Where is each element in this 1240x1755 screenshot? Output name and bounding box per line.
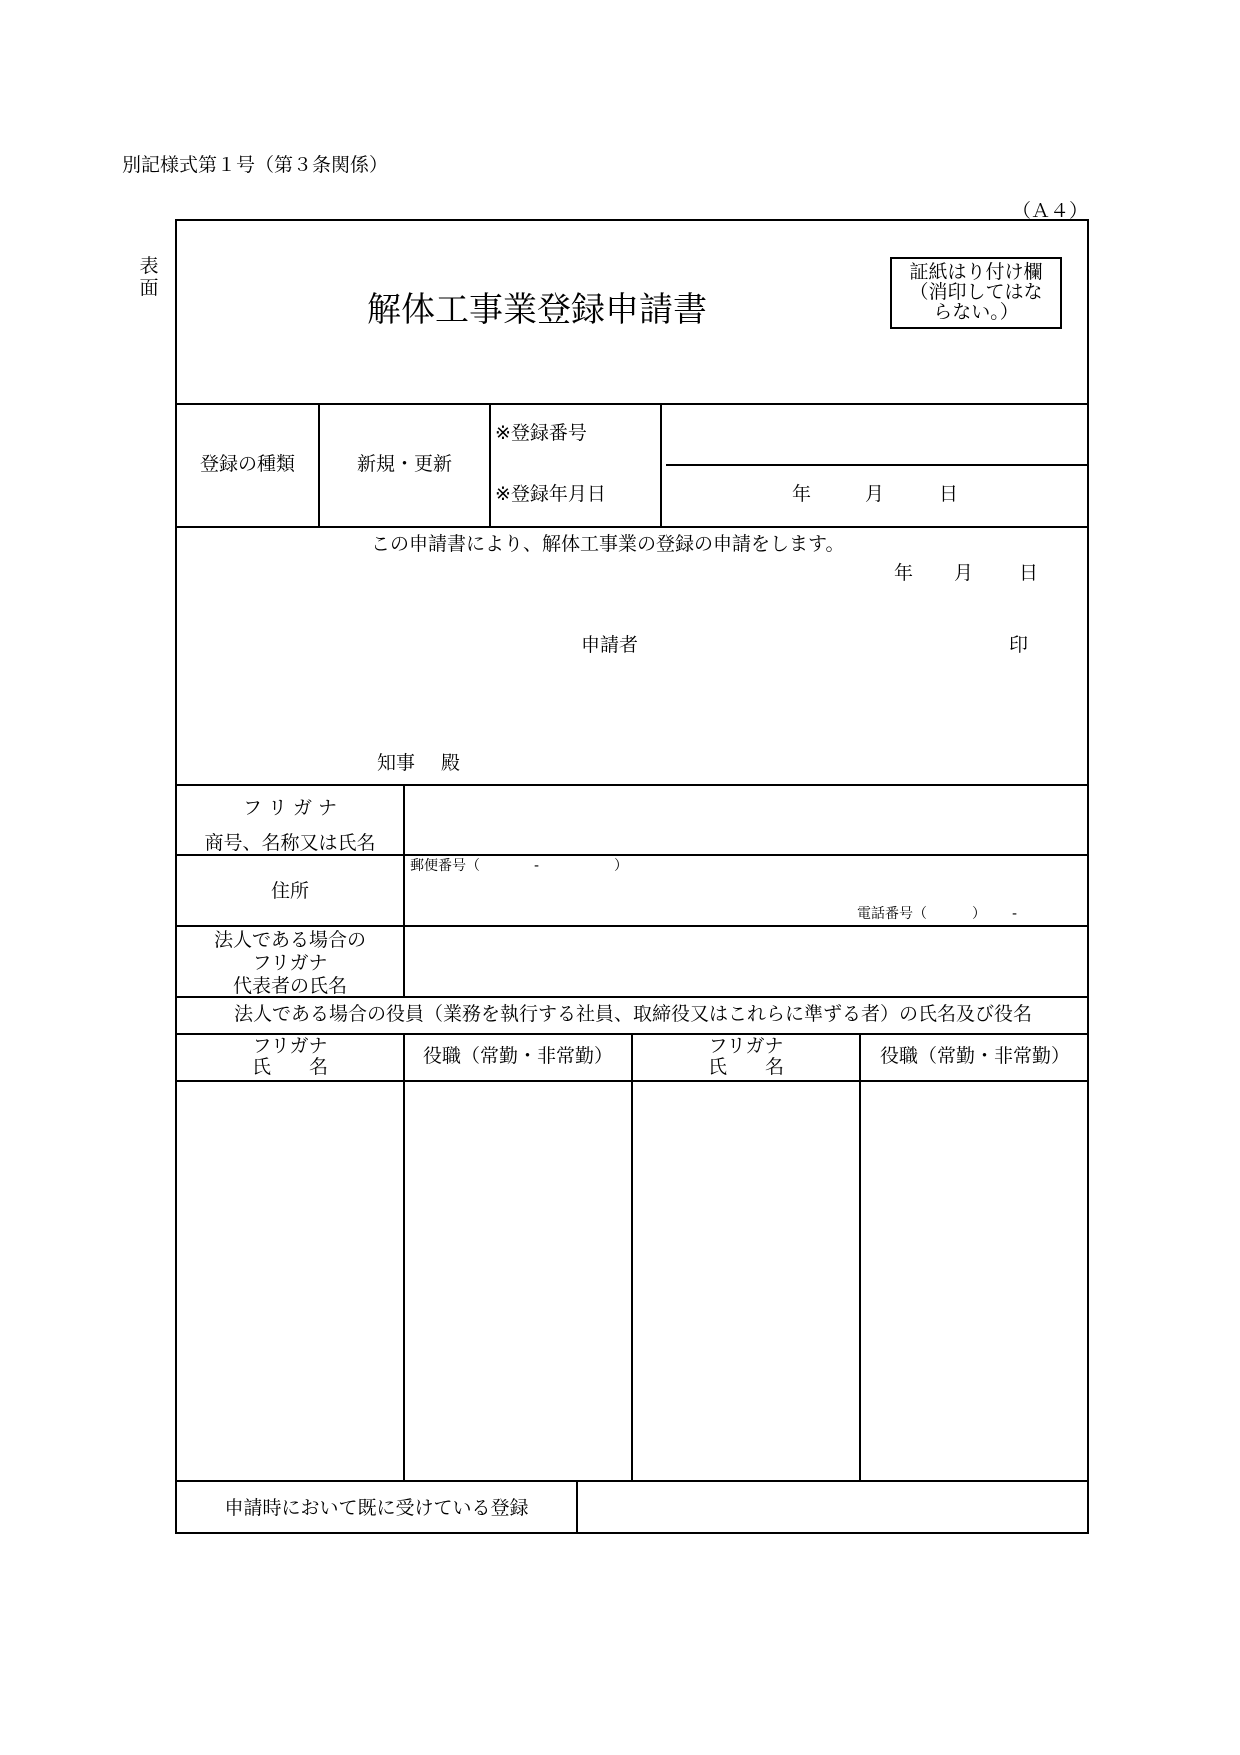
trade-name-label: 商号、名称又は氏名 — [204, 832, 376, 854]
stamp-box-line-3: らない。） — [933, 301, 1019, 323]
applicant-label: 申請者 — [581, 634, 639, 656]
officers-col2-position: 役職（常勤・非常勤） — [422, 1045, 613, 1067]
paper-size-label: （Ａ４） — [1012, 200, 1089, 222]
form-title: 解体工事業登録申請書 — [367, 290, 707, 330]
furigana-label: フ リ ガ ナ — [242, 797, 338, 819]
stamp-box-line-2: （消印してはな — [909, 281, 1043, 303]
representative-label-1: 法人である場合の — [213, 929, 366, 951]
addressee-title: 知事 — [377, 752, 416, 774]
application-date-year: 年 — [894, 562, 914, 584]
application-form — [175, 219, 1089, 1534]
address-label: 住所 — [270, 880, 309, 902]
officers-col3-name: 氏 名 — [707, 1056, 784, 1078]
side-label: 表面 — [139, 255, 159, 299]
registration-type-label: 登録の種類 — [199, 453, 295, 475]
registration-date-year: 年 — [792, 483, 812, 505]
postal-code-dash: - — [534, 858, 540, 874]
registration-number-label: ※登録番号 — [495, 422, 587, 444]
postal-code-label: 郵便番号（ — [410, 858, 480, 874]
seal-mark: 印 — [1009, 634, 1029, 656]
registration-date-label: ※登録年月日 — [495, 483, 606, 505]
revenue-stamp-box — [890, 257, 1062, 329]
officers-col4-position: 役職（常勤・非常勤） — [879, 1045, 1070, 1067]
form-reference: 別記様式第１号（第３条関係） — [122, 154, 389, 176]
officers-col1-name: 氏 名 — [251, 1056, 328, 1078]
application-statement: この申請書により、解体工事業の登録の申請をします。 — [371, 533, 845, 555]
officers-col3-furigana: フリガナ — [708, 1035, 784, 1057]
addressee-honorific: 殿 — [441, 752, 461, 774]
phone-close: ） — [972, 906, 986, 922]
phone-dash: - — [1012, 906, 1018, 922]
application-date-month: 月 — [954, 562, 974, 584]
registration-type-value[interactable]: 新規・更新 — [356, 453, 452, 475]
officers-section-title: 法人である場合の役員（業務を執行する社員、取締役又はこれらに準ずる者）の氏名及び役名 — [233, 1003, 1032, 1025]
registration-date-day: 日 — [939, 483, 959, 505]
phone-label: 電話番号（ — [857, 906, 927, 922]
registration-date-month: 月 — [865, 483, 885, 505]
postal-code-close: ） — [614, 858, 628, 874]
officers-col1-furigana: フリガナ — [252, 1035, 328, 1057]
representative-label-3: 代表者の氏名 — [232, 975, 347, 997]
existing-registration-label: 申請時において既に受けている登録 — [224, 1497, 529, 1519]
stamp-box-line-1: 証紙はり付け欄 — [909, 261, 1043, 283]
application-date-day: 日 — [1019, 562, 1039, 584]
representative-label-2: フリガナ — [252, 952, 328, 974]
